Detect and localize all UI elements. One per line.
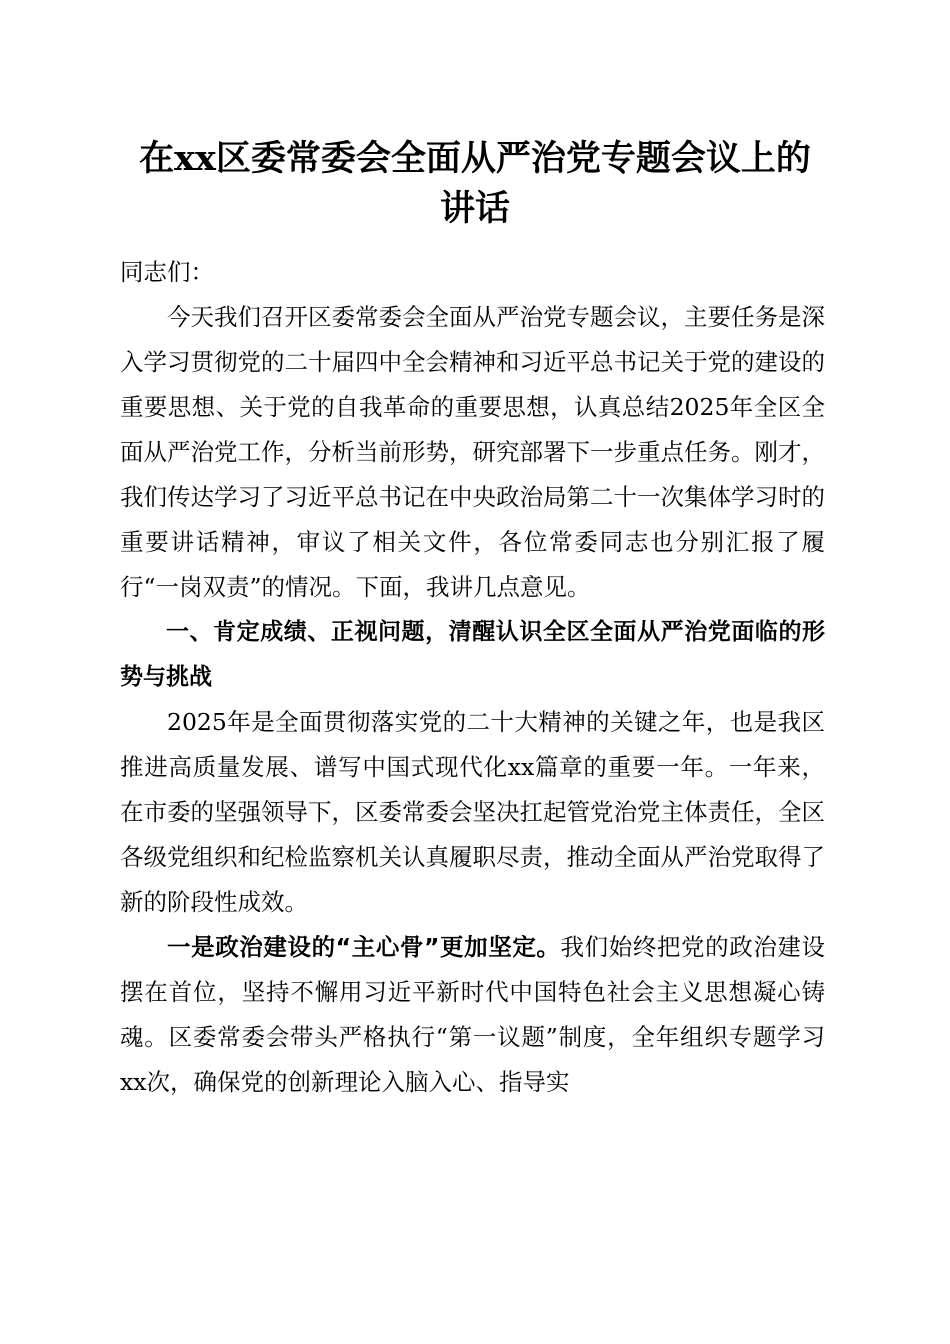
section-1-paragraph: 2025年是全面贯彻落实党的二十大精神的关键之年，也是我区推进高质量发展、谱写中国式现代化xx篇章的重要一年。一年来，在市委的坚强领导下，区委常委会坚决扛起管党治党主体责任，全区各级党组织和纪检监察机关认真履职尽责，推动全面从严治党取得了新的阶段性成效。	[120, 708, 825, 916]
section-heading-1: 一、肯定成绩、正视问题，清醒认识全区全面从严治党面临的形势与挑战	[120, 619, 825, 690]
point-1-paragraph	[120, 925, 825, 1105]
document-title	[110, 134, 840, 234]
salutation: 同志们：	[120, 258, 214, 286]
document-body	[120, 250, 825, 1105]
intro-paragraph: 今天我们召开区委常委会全面从严治党专题会议，主要任务是深入学习贯彻党的二十届四中全会精神和习近平总书记关于党的建设的重要思想、关于党的自我革命的重要思想，认真总结2025年全区全面从严治党工作，分析当前形势，研究部署下一步重点任务。刚才，我们传达学习了习近平总书记在中央政治局第二十一次集体学习时的重要讲话精神，审议了相关文件，各位常委同志也分别汇报了履行“一岗双责”的情况。下面，我讲几点意见。	[120, 303, 825, 601]
title-line-1: 在xx区委常委会全面从严治党专题会议上的	[139, 138, 811, 179]
point-1-text: 我们始终把党的政治建设摆在首位，坚持不懈用习近平新时代中国特色社会主义思想凝心铸魂。区委常委会带头严格执行“第一议题”制度，全年组织专题学习xx次，确保党的创新理论入脑入心、指导实	[120, 933, 826, 1096]
title-line-2: 讲话	[439, 188, 510, 229]
point-1-lead: 一是政治建设的“主心骨”更加坚定。	[167, 933, 561, 961]
